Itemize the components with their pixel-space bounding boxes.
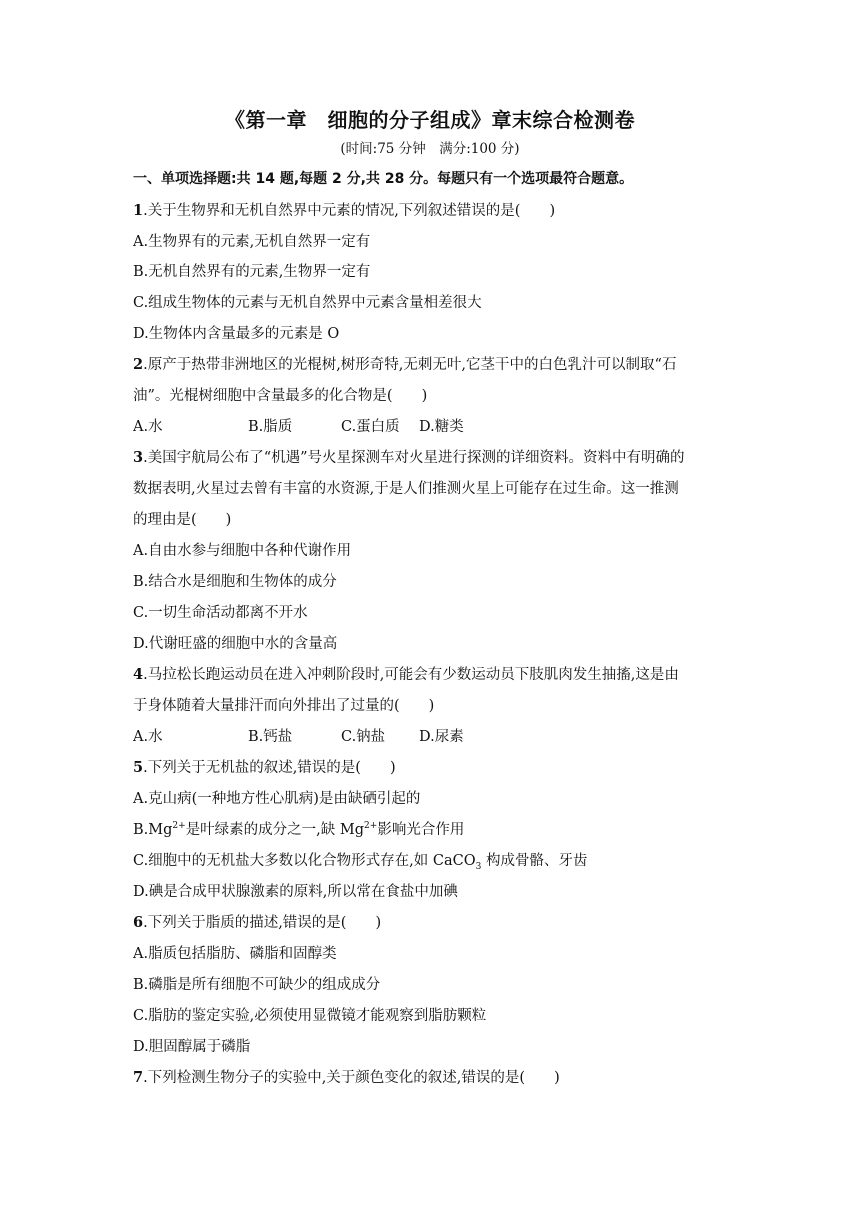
question-number: 5 [133,759,144,776]
option-3d: D.代谢旺盛的细胞中水的含量高 [133,636,338,652]
option-6c: C.脂肪的鉴定实验,必须使用显微镜才能观察到脂肪颗粒 [133,1008,487,1024]
question-number: 7 [133,1069,144,1086]
question-6-stem: 6.下列关于脂质的描述,错误的是( ) [133,914,382,931]
option-6a: A.脂质包括脂肪、磷脂和固醇类 [133,946,337,962]
option-2d: D.糖类 [419,419,464,435]
option-3a: A.自由水参与细胞中各种代谢作用 [133,543,352,559]
question-number: 1 [133,202,144,219]
option-6d: D.胆固醇属于磷脂 [133,1039,251,1055]
option-4c: C.钠盐 [341,729,386,745]
question-number: 4 [133,666,144,683]
question-number: 3 [133,449,144,466]
question-3-stem: 3.美国宇航局公布了“机遇”号火星探测车对火星进行探测的详细资料。资料中有明确的 [133,449,685,466]
option-5b: $B.Mg^{2+}$是叶绿素的成分之一,缺 $Mg^{2+}$影响光合作用 [133,821,465,838]
question-number: 6 [133,914,144,931]
exam-info: (时间:75 分钟 满分:100 分) [340,141,520,157]
option-2b: B.脂质 [248,419,293,435]
question-number: 2 [133,356,144,373]
option-4b: B.钙盐 [248,729,293,745]
option-1a: A.生物界有的元素,无机自然界一定有 [133,234,371,250]
option-1b: B.无机自然界有的元素,生物界一定有 [133,264,371,280]
option-2c: C.蛋白质 [341,419,400,435]
option-1d: D.生物体内含量最多的元素是 O [133,326,340,342]
question-5-stem: 5.下列关于无机盐的叙述,错误的是( ) [133,759,396,776]
question-3-stem-cont: 的理由是( ) [133,512,232,528]
question-3-stem-cont: 数据表明,火星过去曾有丰富的水资源,于是人们推测火星上可能存在过生命。这一推测 [133,481,679,497]
option-4d: D.尿素 [419,729,464,745]
option-1c: C.组成生物体的元素与无机自然界中元素含量相差很大 [133,295,482,311]
section-heading: 一、单项选择题:共 14 题,每题 2 分,共 28 分。每题只有一个选项最符合题意。 [133,171,634,187]
option-5a: A.克山病(一种地方性心肌病)是由缺硒引起的 [133,791,421,807]
question-4-stem-cont: 于身体随着大量排汗而向外排出了过量的( ) [133,698,435,714]
question-7-stem: 7.下列检测生物分子的实验中,关于颜色变化的叙述,错误的是( ) [133,1069,560,1086]
question-4-options [133,725,733,745]
option-3b: B.结合水是细胞和生物体的成分 [133,574,337,590]
option-5c: C.细胞中的无机盐大多数以化合物形式存在,如 CaCO$_3$ 构成骨骼、牙齿 [133,853,588,872]
page-title: 《第一章 细胞的分子组成》章末综合检测卷 [225,108,635,132]
option-6b: B.磷脂是所有细胞不可缺少的组成成分 [133,977,381,993]
question-1-stem: 1.关于生物界和无机自然界中元素的情况,下列叙述错误的是( ) [133,202,556,219]
question-2-options [133,415,733,435]
option-3c: C.一切生命活动都离不开水 [133,605,308,621]
question-4-stem: 4.马拉松长跑运动员在进入冲刺阶段时,可能会有少数运动员下肢肌肉发生抽搐,这是由 [133,666,679,683]
question-2-stem-cont: 油”。光棍树细胞中含量最多的化合物是( ) [133,388,428,404]
question-2-stem: 2.原产于热带非洲地区的光棍树,树形奇特,无刺无叶,它茎干中的白色乳汁可以制取“石 [133,356,677,373]
option-5d: D.碘是合成甲状腺激素的原料,所以常在食盐中加碘 [133,884,458,900]
option-2a: A.水 [133,419,163,435]
option-4a: A.水 [133,729,163,745]
